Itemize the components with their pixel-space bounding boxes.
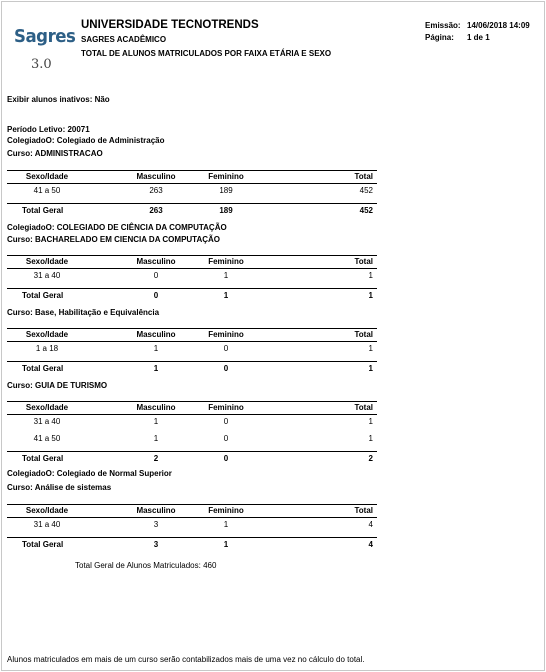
total-total: 1: [368, 364, 373, 373]
cell-total: 1: [368, 344, 373, 353]
cell-feminino: 189: [219, 186, 233, 195]
col-sexo-idade: Sexo/Idade: [25, 330, 69, 339]
col-total: Total: [354, 506, 373, 515]
cell-total: 1: [368, 434, 373, 443]
total-feminino: 189: [219, 206, 233, 215]
filter-inativos: Exibir alunos inativos: Não: [7, 95, 110, 104]
cell-feminino: 0: [223, 434, 229, 443]
cell-total: 4: [368, 520, 373, 529]
col-feminino: Feminino: [208, 172, 244, 181]
colegiado-label: ColegiadoO: Colegiado de Normal Superior: [7, 469, 172, 478]
table-row: [7, 186, 377, 197]
cell-total: 452: [359, 186, 373, 195]
data-table: [7, 255, 377, 299]
cell-feminino: 0: [223, 344, 229, 353]
report-title: TOTAL DE ALUNOS MATRICULADOS POR FAIXA ETÁRIA E SEXO: [81, 49, 332, 58]
cell-faixa: 31 a 40: [33, 520, 61, 529]
system-name: SAGRES ACADÊMICO: [81, 35, 167, 44]
total-masculino: 263: [149, 206, 163, 215]
col-total: Total: [354, 330, 373, 339]
total-label: Total Geral: [22, 206, 64, 215]
cell-feminino: 1: [223, 520, 229, 529]
data-table: [7, 504, 377, 548]
col-masculino: Masculino: [136, 330, 176, 339]
logo-version: 3.0: [31, 57, 52, 72]
total-masculino: 3: [153, 540, 159, 549]
table-row: [7, 434, 377, 445]
data-table: [7, 170, 377, 214]
total-label: Total Geral: [22, 291, 64, 300]
col-total: Total: [354, 172, 373, 181]
table-header: [7, 506, 377, 517]
col-masculino: Masculino: [136, 257, 176, 266]
total-feminino: 1: [223, 291, 229, 300]
curso-label: Curso: Análise de sistemas: [7, 483, 112, 492]
table-row: [7, 520, 377, 531]
col-feminino: Feminino: [208, 330, 244, 339]
col-total: Total: [354, 257, 373, 266]
cell-faixa: 41 a 50: [33, 186, 61, 195]
cell-faixa: 31 a 40: [33, 417, 61, 426]
cell-masculino: 1: [153, 417, 159, 426]
report-page: [1, 1, 545, 671]
institution-name: UNIVERSIDADE TECNOTRENDS: [81, 19, 259, 31]
footnote: Alunos matriculados em mais de um curso serão contabilizados mais de uma vez no cálculo do total.: [7, 655, 365, 664]
cell-masculino: 1: [153, 434, 159, 443]
total-label: Total Geral: [22, 454, 64, 463]
pagina-label: Página:: [425, 33, 454, 42]
total-feminino: 1: [223, 540, 229, 549]
table-header: [7, 257, 377, 268]
cell-masculino: 1: [153, 344, 159, 353]
total-row: [7, 540, 377, 551]
total-total: 452: [359, 206, 373, 215]
table-header: [7, 172, 377, 183]
cell-masculino: 263: [149, 186, 163, 195]
col-sexo-idade: Sexo/Idade: [25, 172, 69, 181]
cell-total: 1: [368, 271, 373, 280]
total-row: [7, 454, 377, 465]
cell-faixa: 1 a 18: [35, 344, 59, 353]
cell-masculino: 3: [153, 520, 159, 529]
total-feminino: 0: [223, 454, 229, 463]
total-total: 1: [368, 291, 373, 300]
cell-masculino: 0: [153, 271, 159, 280]
sagres-logo: [14, 20, 76, 80]
table-header: [7, 330, 377, 341]
data-table: [7, 328, 377, 372]
cell-feminino: 1: [223, 271, 229, 280]
col-feminino: Feminino: [208, 403, 244, 412]
total-total: 4: [368, 540, 373, 549]
col-masculino: Masculino: [136, 403, 176, 412]
col-sexo-idade: Sexo/Idade: [25, 257, 69, 266]
colegiado-label: ColegiadoO: COLEGIADO DE CIÊNCIA DA COMPUTAÇÃO: [7, 223, 227, 232]
col-masculino: Masculino: [136, 506, 176, 515]
total-feminino: 0: [223, 364, 229, 373]
logo-word: Sagres: [14, 26, 76, 47]
total-row: [7, 291, 377, 302]
col-masculino: Masculino: [136, 172, 176, 181]
emissao-label: Emissão:: [425, 21, 461, 30]
cell-faixa: 41 a 50: [33, 434, 61, 443]
table-row: [7, 271, 377, 282]
filter-periodo: Período Letivo: 20071: [7, 125, 90, 134]
table-row: [7, 417, 377, 428]
total-masculino: 2: [153, 454, 159, 463]
total-row: [7, 206, 377, 217]
total-masculino: 1: [153, 364, 159, 373]
col-sexo-idade: Sexo/Idade: [25, 506, 69, 515]
curso-label: Curso: ADMINISTRACAO: [7, 149, 103, 158]
total-masculino: 0: [153, 291, 159, 300]
table-row: [7, 344, 377, 355]
total-label: Total Geral: [22, 540, 64, 549]
col-feminino: Feminino: [208, 257, 244, 266]
curso-label: Curso: GUIA DE TURISMO: [7, 381, 108, 390]
total-row: [7, 364, 377, 375]
cell-feminino: 0: [223, 417, 229, 426]
col-sexo-idade: Sexo/Idade: [25, 403, 69, 412]
colegiado-label: ColegiadoO: Colegiado de Administração: [7, 136, 165, 145]
col-feminino: Feminino: [208, 506, 244, 515]
cell-faixa: 31 a 40: [33, 271, 61, 280]
total-label: Total Geral: [22, 364, 64, 373]
col-total: Total: [354, 403, 373, 412]
curso-label: Curso: Base, Habilitação e Equivalência: [7, 308, 160, 317]
emissao-value: 14/06/2018 14:09: [467, 21, 530, 30]
grand-total: Total Geral de Alunos Matriculados: 460: [75, 561, 217, 570]
cell-total: 1: [368, 417, 373, 426]
data-table: [7, 401, 377, 463]
curso-label: Curso: BACHARELADO EM CIENCIA DA COMPUTAÇÃO: [7, 235, 221, 244]
total-total: 2: [368, 454, 373, 463]
table-header: [7, 403, 377, 414]
pagina-value: 1 de 1: [467, 33, 490, 42]
